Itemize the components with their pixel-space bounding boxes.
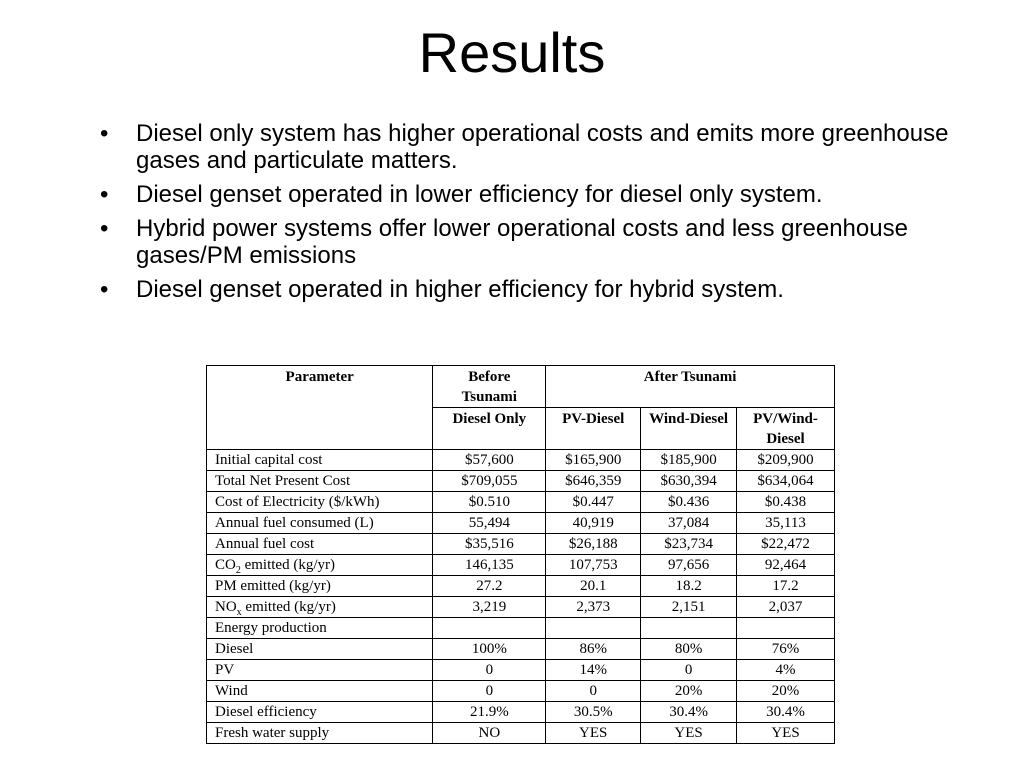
table-cell: 97,656 <box>641 555 737 576</box>
table-cell: YES <box>737 723 835 744</box>
row-label: Annual fuel consumed (L) <box>207 513 433 534</box>
table-cell: 2,037 <box>737 597 835 618</box>
table-row <box>207 555 835 576</box>
bullet-text: Hybrid power systems offer lower operational costs and less greenhouse gases/PM emissions <box>136 215 908 269</box>
row-label: Initial capital cost <box>207 450 433 471</box>
table-cell: YES <box>546 723 641 744</box>
table-row <box>207 513 835 534</box>
table-cell: 20.1 <box>546 576 641 597</box>
table-cell: $26,188 <box>546 534 641 555</box>
row-label-main: CO <box>215 557 236 573</box>
table-row <box>207 534 835 555</box>
table-row <box>207 576 835 597</box>
table-cell: $209,900 <box>737 450 835 471</box>
bullet-text: Diesel genset operated in higher efficiency for hybrid system. <box>136 276 784 303</box>
bullet-text: Diesel only system has higher operational costs and emits more greenhouse gases and particulate matters. <box>136 120 949 174</box>
table-cell: 2,151 <box>641 597 737 618</box>
table-cell: 20% <box>737 681 835 702</box>
row-label: Total Net Present Cost <box>207 471 433 492</box>
header-after-tsunami: After Tsunami <box>546 366 835 408</box>
table-row <box>207 471 835 492</box>
table-row <box>207 681 835 702</box>
table-cell: 18.2 <box>641 576 737 597</box>
table-cell: 35,113 <box>737 513 835 534</box>
table-cell: 0 <box>546 681 641 702</box>
table-cell <box>433 618 546 639</box>
table-cell: $646,359 <box>546 471 641 492</box>
table-cell: 55,494 <box>433 513 546 534</box>
table-cell: 76% <box>737 639 835 660</box>
slide-title: Results <box>418 21 606 84</box>
row-label-rest: emitted (kg/yr) <box>240 557 335 573</box>
table-cell: $23,734 <box>641 534 737 555</box>
bullet-item <box>96 120 976 174</box>
row-label: Energy production <box>207 618 433 639</box>
table-cell: $634,064 <box>737 471 835 492</box>
table-cell: $630,394 <box>641 471 737 492</box>
table-row <box>207 660 835 681</box>
table-cell: 30.4% <box>641 702 737 723</box>
row-label: Wind <box>207 681 433 702</box>
row-label <box>207 555 433 576</box>
table-cell: 17.2 <box>737 576 835 597</box>
table-cell: 37,084 <box>641 513 737 534</box>
table-cell: YES <box>641 723 737 744</box>
table-cell: $0.510 <box>433 492 546 513</box>
row-label-main: NO <box>215 599 237 615</box>
row-label: Diesel <box>207 639 433 660</box>
bullet-icon: • <box>100 215 109 242</box>
bullet-item <box>96 215 976 269</box>
table-row <box>207 639 835 660</box>
table-cell: $0.447 <box>546 492 641 513</box>
table-row <box>207 450 835 471</box>
table-cell: $35,516 <box>433 534 546 555</box>
table-cell: 92,464 <box>737 555 835 576</box>
results-table <box>206 365 835 744</box>
table-cell: 80% <box>641 639 737 660</box>
row-label <box>207 597 433 618</box>
table-cell: $0.436 <box>641 492 737 513</box>
table-cell: $0.438 <box>737 492 835 513</box>
row-label: Diesel efficiency <box>207 702 433 723</box>
table-row <box>207 702 835 723</box>
bullet-text: Diesel genset operated in lower efficiency for diesel only system. <box>136 181 823 208</box>
row-label-subscript: 2 <box>235 565 241 576</box>
bullet-icon: • <box>100 120 109 147</box>
row-label-subscript: x <box>236 607 242 618</box>
table-cell: $22,472 <box>737 534 835 555</box>
table-cell: 86% <box>546 639 641 660</box>
row-label: PV <box>207 660 433 681</box>
table-cell: 30.4% <box>737 702 835 723</box>
table-body <box>207 450 835 744</box>
table-cell: $57,600 <box>433 450 546 471</box>
bullet-item <box>96 276 976 303</box>
header-pv-diesel: PV-Diesel <box>546 408 641 450</box>
header-diesel-only: Diesel Only <box>433 408 546 450</box>
table-cell <box>546 618 641 639</box>
table-cell: $709,055 <box>433 471 546 492</box>
header-pv-wind-diesel: PV/Wind-Diesel <box>737 408 835 450</box>
table-cell: 0 <box>641 660 737 681</box>
row-label: Cost of Electricity ($/kWh) <box>207 492 433 513</box>
table-cell: 20% <box>641 681 737 702</box>
table-cell: 2,373 <box>546 597 641 618</box>
row-label: Annual fuel cost <box>207 534 433 555</box>
table-cell <box>737 618 835 639</box>
table-cell: NO <box>433 723 546 744</box>
table-row <box>207 597 835 618</box>
bullet-icon: • <box>100 181 109 208</box>
table-cell: 0 <box>433 660 546 681</box>
header-wind-diesel: Wind-Diesel <box>641 408 737 450</box>
table-cell: 27.2 <box>433 576 546 597</box>
table-cell: 3,219 <box>433 597 546 618</box>
header-parameter: Parameter <box>207 366 433 450</box>
table-cell: 146,135 <box>433 555 546 576</box>
table-cell: $185,900 <box>641 450 737 471</box>
table-row <box>207 618 835 639</box>
table-cell: 4% <box>737 660 835 681</box>
table-cell: 0 <box>433 681 546 702</box>
row-label: PM emitted (kg/yr) <box>207 576 433 597</box>
row-label-rest: emitted (kg/yr) <box>241 599 336 615</box>
table-cell: 107,753 <box>546 555 641 576</box>
table-row <box>207 723 835 744</box>
bullet-icon: • <box>100 276 109 303</box>
header-before-tsunami: Before Tsunami <box>433 366 546 408</box>
table-cell: 40,919 <box>546 513 641 534</box>
table-cell: 30.5% <box>546 702 641 723</box>
table-row <box>207 492 835 513</box>
bullet-item <box>96 181 976 208</box>
table-cell <box>641 618 737 639</box>
row-label: Fresh water supply <box>207 723 433 744</box>
table-cell: $165,900 <box>546 450 641 471</box>
table-cell: 100% <box>433 639 546 660</box>
table-cell: 21.9% <box>433 702 546 723</box>
bullet-list <box>96 120 976 310</box>
table-cell: 14% <box>546 660 641 681</box>
